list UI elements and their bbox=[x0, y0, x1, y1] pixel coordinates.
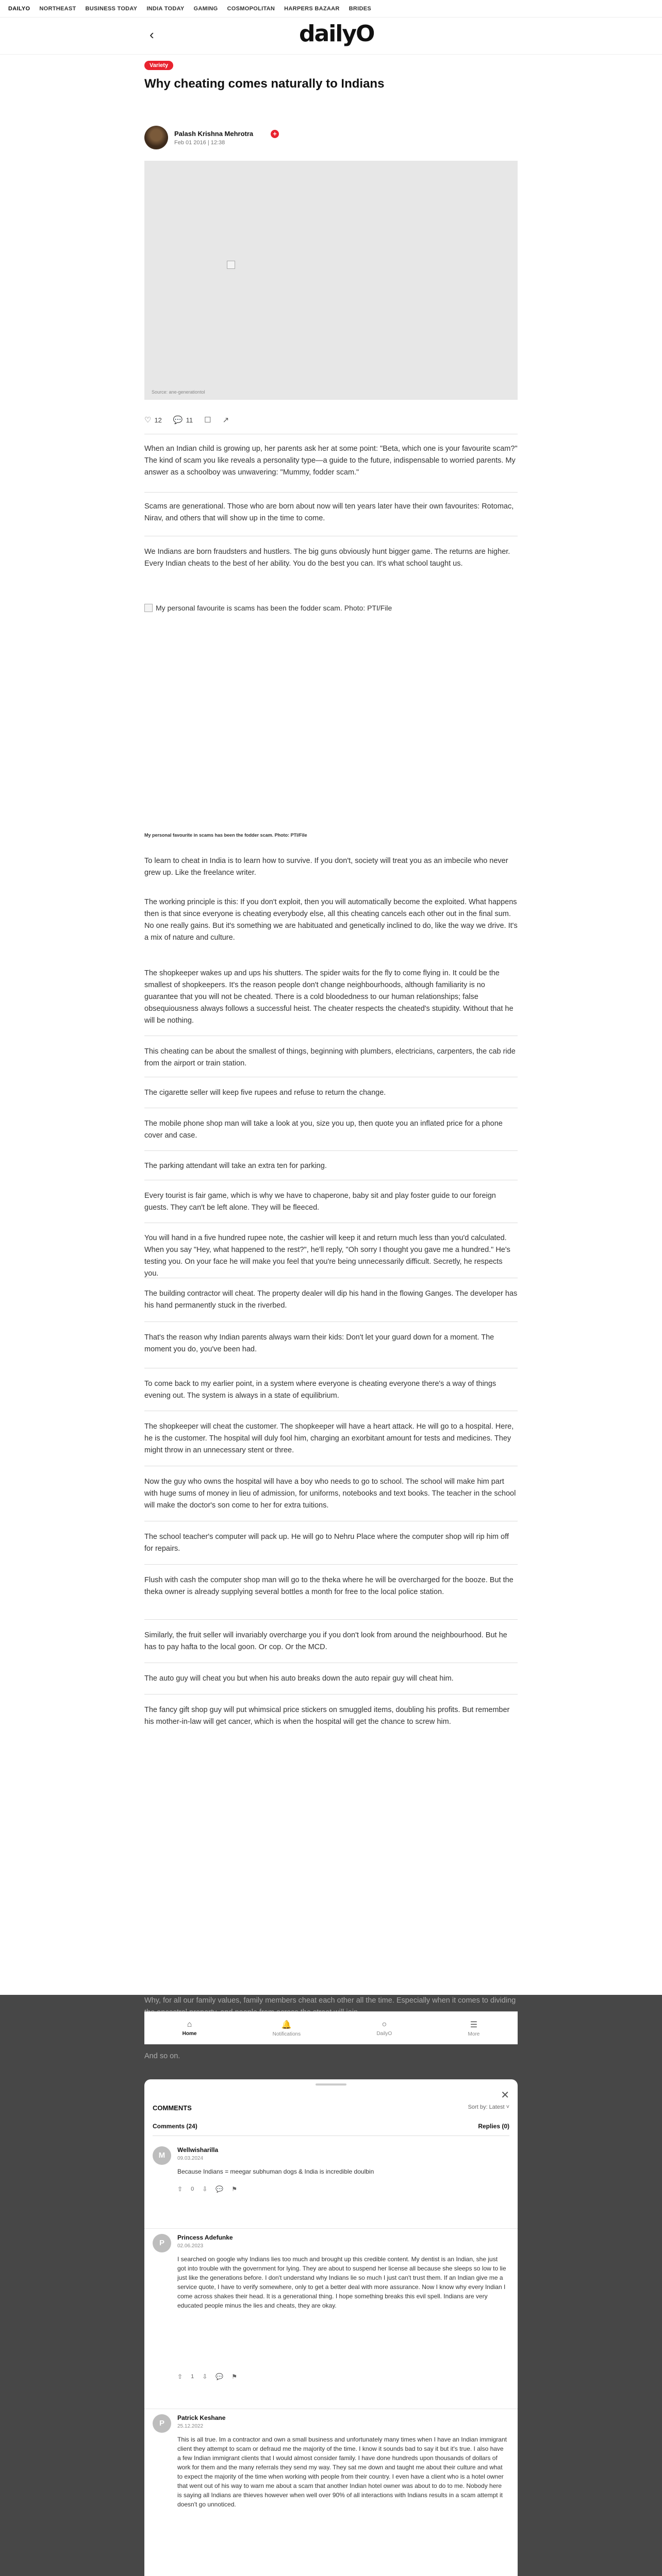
nav-item-india-today[interactable]: INDIA TODAY bbox=[146, 5, 185, 12]
article-paragraph: To learn to cheat in India is to learn how to survive. If you don't, society will treat you as an imbecile who never grew up. Like the freelance writer. bbox=[144, 857, 508, 877]
article-paragraph: That's the reason why Indian parents always warn their kids: Don't let your guard down for a moment. The moment you do, you've been had. bbox=[144, 1333, 494, 1353]
article-paragraph: You will hand in a five hundred rupee note, the cashier will keep it and return much less than you'd calculated. When you say "Hey, what happened to the rest?", he'll reply, "Oh sorry I thought you gave me a hundred." He's testing you. On your face he will make you feel that you're being unnecessarily difficult. Secretly, he respects you. bbox=[144, 1234, 510, 1278]
tab-dailyo[interactable]: ○ DailyO bbox=[376, 2020, 392, 2037]
comment-item bbox=[144, 2234, 518, 2409]
downvote-icon[interactable]: ⇩ bbox=[202, 2373, 208, 2380]
nav-item-business-today[interactable]: BUSINESS TODAY bbox=[85, 5, 138, 12]
author-name[interactable]: Palash Krishna Mehrotra bbox=[174, 130, 254, 138]
site-header bbox=[0, 18, 662, 55]
comment-body: I searched on google why Indians lies too much and brought up this credible content. My dentist is an Indian, she just got into trouble with the government for lying. They are about to suspend her license all because she sleeps so low to lie just like the generations before. I don't understand why Indians lie so much I just can't trust them. If an Indian give me a service quote, I have to verify somewhere, only to get a better deal with more assurance. Now I know why every Indian I come across shakes their head. It is a generational thing. I hope something breaks this evil spell. Indians are very educated people minus the lies and cheats, they are okay. bbox=[177, 2256, 506, 2309]
article-paragraph: The auto guy will cheat you but when his auto breaks down the auto repair guy will cheat him. bbox=[144, 1674, 454, 1683]
nav-item-northeast[interactable]: NORTHEAST bbox=[39, 5, 76, 12]
flag-icon[interactable]: ⚑ bbox=[231, 2373, 237, 2380]
inline-image-caption: My personal favourite in scams has been the fodder scam. Photo: PTI/File bbox=[144, 833, 307, 838]
comment-actions bbox=[177, 2185, 237, 2193]
article-paragraph: The school teacher's computer will pack up. He will go to Nehru Place where the computer shop will rip him off for repairs. bbox=[144, 1533, 509, 1553]
sheet-drag-handle[interactable] bbox=[316, 2083, 346, 2086]
inline-article-image bbox=[144, 603, 518, 840]
publish-date: Feb 01 2016 | 12:38 bbox=[174, 140, 225, 146]
back-arrow-icon[interactable]: ‹ bbox=[150, 27, 154, 42]
comments-sort-select[interactable]: Sort by: Latest ˅ bbox=[468, 2104, 509, 2110]
article-paragraph: The shopkeeper wakes up and ups his shutters. The spider waits for the fly to come flying in. It could be the smallest of shopkeepers. It's the reason people don't change neighbourhoods, although familiarity is no guarantee that you will not be cheated. There is a cold bloodedness to our human relationships; false obsequiousness always follows a successful heist. The cheater respects the cheated's stupidity. Without that he will be nothing. bbox=[144, 969, 514, 1025]
tab-more[interactable]: ☰ More bbox=[468, 2020, 480, 2037]
comment-like-count: 1 bbox=[191, 2374, 194, 2380]
comment-item bbox=[144, 2414, 518, 2576]
article-paragraph: To come back to my earlier point, in a system where everyone is cheating everyone there's a way of things evening out. The system is always in a state of equilibrium. bbox=[144, 1380, 496, 1400]
article-paragraph: Flush with cash the computer shop man will go to the theka where he will be overcharged for the booze. But the theka owner is already supplying several bottles a month for free to the local police station. bbox=[144, 1576, 514, 1596]
dailyo-logo[interactable]: dailyO bbox=[299, 21, 374, 47]
hero-image bbox=[144, 161, 518, 400]
comments-tabs bbox=[153, 2123, 509, 2136]
article-paragraph: Now the guy who owns the hospital will have a boy who needs to go to school. The school will make him part with huge sums of money in lieu of admission, for uniforms, notebooks and text books. The teacher in the school will make the doctor's son come to her for extra tuitions. bbox=[144, 1478, 516, 1510]
comment-button[interactable] bbox=[173, 415, 193, 425]
article-paragraph: The working principle is this: If you don't exploit, then you will automatically become the exploited. What happens then is that since everyone is cheating everybody else, all this cheating cancels each other out in the final sum. No one really gains. But it's something we are habituated and genetically inclined to do, like the way we drive. It's a mix of nature and culture. bbox=[144, 898, 518, 942]
article-paragraph: The cigarette seller will keep five rupees and refuse to return the change. bbox=[144, 1089, 386, 1097]
article-paragraph: The parking attendant will take an extra ten for parking. bbox=[144, 1162, 327, 1170]
bookmark-icon: ☐ bbox=[204, 416, 211, 425]
comment-count: 11 bbox=[186, 416, 193, 424]
comment-date: 02.06.2023 bbox=[177, 2243, 204, 2249]
nav-item-gaming[interactable]: GAMING bbox=[193, 5, 218, 12]
commenter-name: Princess Adefunke bbox=[177, 2234, 233, 2241]
divider bbox=[144, 1564, 518, 1565]
bookmark-button[interactable] bbox=[204, 415, 211, 425]
article-paragraph: Every tourist is fair game, which is why we have to chaperone, baby sit and play foster guide to our foreign guests. They can't be left alone. They will be fleeced. bbox=[144, 1192, 496, 1212]
comment-icon: 💬 bbox=[173, 416, 183, 425]
upvote-icon[interactable]: ⇧ bbox=[177, 2185, 183, 2193]
comments-title: COMMENTS bbox=[153, 2104, 192, 2112]
share-icon: ↗ bbox=[222, 416, 229, 425]
upvote-icon[interactable]: ⇧ bbox=[177, 2373, 183, 2380]
close-icon[interactable]: ✕ bbox=[501, 2090, 509, 2101]
nav-item-cosmopolitan[interactable]: COSMOPOLITAN bbox=[227, 5, 275, 12]
article-paragraph: We Indians are born fraudsters and hustlers. The big guns obviously hunt bigger game. The returns are higher. Every Indian cheats to the best of her ability. You do the best you can. It's what school taught us. bbox=[144, 548, 510, 568]
tab-replies[interactable]: Replies (0) bbox=[478, 2123, 509, 2130]
article-paragraph: When an Indian child is growing up, her parents ask her at some point: "Beta, which one is your favourite scam?" The kind of scam you like reveals a personality type—a guide to the future, indispensable to worried parents. My answer as a schoolboy was unwavering: "Mummy, fodder scam." bbox=[144, 445, 518, 477]
comment-body: Because Indians = meegar subhuman dogs & India is incredible doulbin bbox=[177, 2168, 374, 2175]
bell-icon: 🔔 bbox=[281, 2020, 292, 2029]
bottom-tab-bar bbox=[144, 2011, 518, 2044]
comment-item bbox=[144, 2146, 518, 2229]
hero-caption: Source: ane-generationtol bbox=[152, 389, 205, 395]
reply-icon[interactable]: 💬 bbox=[216, 2373, 224, 2380]
comments-sheet bbox=[144, 2079, 518, 2576]
comment-date: 25.12.2022 bbox=[177, 2424, 204, 2429]
commenter-avatar: P bbox=[153, 2234, 171, 2252]
follow-plus-icon[interactable]: + bbox=[271, 130, 279, 138]
reply-icon[interactable]: 💬 bbox=[216, 2185, 224, 2193]
divider bbox=[144, 1619, 518, 1620]
article-paragraph: Scams are generational. Those who are born about now will ten years later have their own favourites: Rotomac, Nirav, and others that will show up in the time to come. bbox=[144, 502, 514, 522]
commenter-avatar: P bbox=[153, 2414, 171, 2433]
article-paragraph: Similarly, the fruit seller will invariably overcharge you if you don't look from around the neighbourhood. But he has to pay hafta to the local goon. Or cop. Or the MCD. bbox=[144, 1631, 507, 1651]
article-actions bbox=[144, 412, 518, 428]
heart-icon: ♡ bbox=[144, 416, 152, 425]
tab-comments[interactable]: Comments (24) bbox=[153, 2123, 197, 2130]
nav-item-brides[interactable]: BRIDES bbox=[349, 5, 372, 12]
commenter-name: Wellwisharilla bbox=[177, 2146, 219, 2154]
top-nav bbox=[0, 0, 662, 18]
comment-like-count: 0 bbox=[191, 2186, 194, 2192]
divider bbox=[144, 492, 518, 493]
author-avatar[interactable] bbox=[144, 126, 168, 149]
home-icon: ⌂ bbox=[187, 2020, 192, 2029]
overlay-paragraph-trail: And so on. bbox=[144, 2052, 180, 2060]
author-block bbox=[144, 126, 518, 155]
comment-body: This is all true. Im a contractor and own a small business and unfortunately many times when I have an Indian immigrant client they attempt to scam or defraud me the majority of the time. I know it sounds bad to say it but it's true. I also have a few Indian immigrant clients that I would almost consider family. I have done hundreds upon thousands of dollars of work for them and the many referrals they send my way. They sat me down and taught me about their culture and what to expect the majority of the time when working with people from their country. I even have a client who is a hotel owner that went out of his way to warn me about a scam that another Indian hotel owner was about to do to me. Nobody here is saying all Indians are thieves however when well over 90% of all interactions with Indians results in a scam attempt it doesn't go unnoticed. bbox=[177, 2436, 507, 2508]
comment-actions bbox=[177, 2373, 237, 2380]
article-title: Why cheating comes naturally to Indians bbox=[144, 77, 385, 91]
broken-image-icon bbox=[144, 604, 153, 612]
flag-icon[interactable]: ⚑ bbox=[231, 2185, 237, 2193]
menu-icon: ☰ bbox=[470, 2020, 478, 2029]
like-count: 12 bbox=[154, 416, 162, 424]
divider bbox=[144, 1321, 518, 1322]
inline-image-alt: My personal favourite is scams has been the fodder scam. Photo: PTI/File bbox=[156, 604, 392, 612]
nav-item-dailyo[interactable]: DAILYO bbox=[8, 5, 30, 12]
article-paragraph: This cheating can be about the smallest of things, beginning with plumbers, electricians, carpenters, the cab ride from the airport or train station. bbox=[144, 1047, 516, 1067]
share-button[interactable] bbox=[223, 415, 229, 425]
comment-date: 09.03.2024 bbox=[177, 2156, 204, 2161]
tab-notifications[interactable]: 🔔 Notifications bbox=[272, 2020, 301, 2037]
article-paragraph: The mobile phone shop man will take a look at you, size you up, then quote you an inflated price for a phone cover and case. bbox=[144, 1120, 503, 1140]
divider bbox=[144, 1150, 518, 1151]
article-paragraph: The fancy gift shop guy will put whimsical price stickers on smuggled items, doubling his profits. But remember his mother-in-law will get cancer, which is when the hospital will get the chance to screw him. bbox=[144, 1706, 510, 1726]
overlay-paragraph: Why, for all our family values, family members cheat each other all the time. Especially when it comes to dividing bbox=[144, 1996, 516, 2005]
commenter-avatar: M bbox=[153, 2146, 171, 2165]
downvote-icon[interactable]: ⇩ bbox=[202, 2185, 208, 2193]
commenter-name: Patrick Keshane bbox=[177, 2414, 226, 2421]
like-button[interactable] bbox=[144, 415, 162, 425]
tab-home[interactable]: ⌂ Home bbox=[182, 2020, 197, 2037]
category-tag[interactable]: Variety bbox=[144, 61, 173, 70]
nav-item-harpers-bazaar[interactable]: HARPERS BAZAAR bbox=[284, 5, 340, 12]
article-paragraph: The shopkeeper will cheat the customer. The shopkeeper will have a heart attack. He will go to a hospital. Here, he is the customer. The hospital will duly fool him, charging an exorbitant amount for tests and medicines. They might throw in an unnecessary stent or three. bbox=[144, 1422, 514, 1454]
broken-image-icon bbox=[227, 261, 235, 269]
article-paragraph: The building contractor will cheat. The property dealer will dip his hand in the flowing Ganges. The developer has his hand permanently stuck in the riverbed. bbox=[144, 1290, 518, 1310]
dailyo-icon: ○ bbox=[382, 2020, 387, 2029]
